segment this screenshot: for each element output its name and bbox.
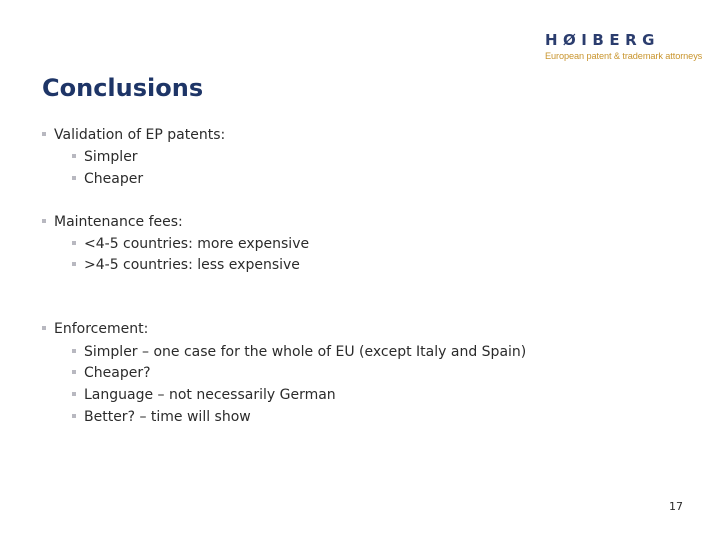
bullet-marker-icon [72,262,76,266]
sub-bullet-text: Cheaper? [84,365,151,381]
sub-bullet-text: Language – not necessarily German [84,387,336,403]
bullet-marker-icon [72,241,76,245]
sub-bullet [72,407,251,427]
bullet-marker-icon [42,132,46,136]
bullet-text: Maintenance fees: [54,214,183,230]
slide-title: Conclusions [42,74,204,102]
company-logo [545,31,703,62]
bullet-marker-icon [72,176,76,180]
sub-bullet-text: Simpler – one case for the whole of EU (except Italy and Spain) [84,344,527,360]
bullet-marker-icon [72,349,76,353]
bullet-marker-icon [72,154,76,158]
sub-bullet [72,147,138,167]
sub-bullet [72,234,309,254]
sub-bullet-text: Simpler [84,149,138,165]
bullet-marker-icon [72,392,76,396]
bullet-validation [42,125,225,145]
bullet-text: Enforcement: [54,321,149,337]
bullet-marker-icon [72,370,76,374]
logo-tagline: European patent & trademark attorneys [545,51,703,61]
sub-bullet-text: >4-5 countries: less expensive [84,257,300,273]
logo-name: HØIBERG [545,31,660,49]
bullet-marker-icon [42,219,46,223]
sub-bullet-text: <4-5 countries: more expensive [84,236,310,252]
sub-bullet-text: Better? – time will show [84,409,251,425]
sub-bullet-text: Cheaper [84,171,144,187]
sub-bullet [72,342,526,362]
page-number: 17 [669,500,683,513]
bullet-enforcement [42,319,148,339]
sub-bullet [72,169,143,189]
sub-bullet [72,385,336,405]
sub-bullet [72,363,151,383]
bullet-text: Validation of EP patents: [54,127,226,143]
sub-bullet [72,255,300,275]
bullet-maintenance-fees [42,212,183,232]
bullet-marker-icon [42,326,46,330]
bullet-marker-icon [72,414,76,418]
